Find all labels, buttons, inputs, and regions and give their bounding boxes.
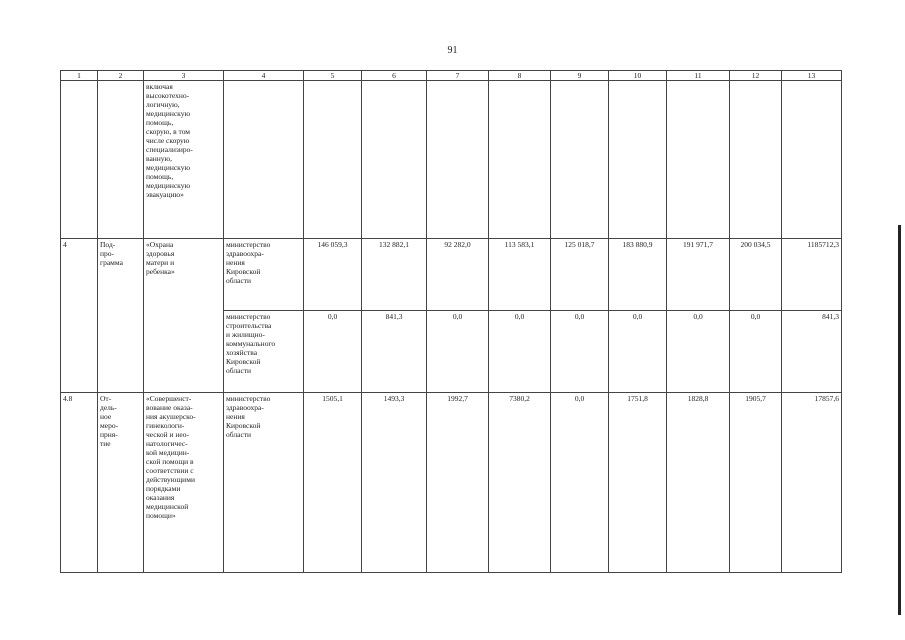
value-total-cell: 1185712,3 <box>782 239 842 311</box>
value-cell: 1828,8 <box>667 393 730 573</box>
executor-cell: министерство здравоохра- нения Кировской области <box>224 239 304 311</box>
table-cell <box>551 81 609 239</box>
value-cell: 0,0 <box>551 393 609 573</box>
value-cell: 1905,7 <box>730 393 782 573</box>
header-cell: 6 <box>362 71 427 81</box>
row-number-cell: 4 <box>61 239 98 393</box>
value-cell: 1751,8 <box>609 393 667 573</box>
value-cell: 146 059,3 <box>304 239 362 311</box>
header-cell: 12 <box>730 71 782 81</box>
executor-cell: министерство здравоохра- нения Кировской области <box>224 393 304 573</box>
value-cell: 113 583,1 <box>489 239 551 311</box>
value-cell: 183 880,9 <box>609 239 667 311</box>
value-cell: 125 018,7 <box>551 239 609 311</box>
value-cell: 0,0 <box>427 311 489 393</box>
header-cell: 9 <box>551 71 609 81</box>
table-cell <box>782 81 842 239</box>
value-cell: 92 282,0 <box>427 239 489 311</box>
header-cell: 10 <box>609 71 667 81</box>
header-cell: 7 <box>427 71 489 81</box>
row-number-cell: 4.8 <box>61 393 98 573</box>
header-cell: 3 <box>144 71 224 81</box>
row-type-cell: Под- про- грамма <box>98 239 144 393</box>
value-cell: 841,3 <box>362 311 427 393</box>
header-row <box>61 71 842 81</box>
value-total-cell: 17857,6 <box>782 393 842 573</box>
value-cell: 132 882,1 <box>362 239 427 311</box>
table-cell <box>98 81 144 239</box>
value-cell: 200 034,5 <box>730 239 782 311</box>
scan-edge-line <box>898 225 901 615</box>
value-total-cell: 841,3 <box>782 311 842 393</box>
table-cell <box>224 81 304 239</box>
row-title-cell: «Охрана здоровья матери и ребенка» <box>144 239 224 393</box>
value-cell: 0,0 <box>609 311 667 393</box>
header-cell: 1 <box>61 71 98 81</box>
value-cell: 0,0 <box>667 311 730 393</box>
page-number: 91 <box>447 45 458 56</box>
table-cell <box>667 81 730 239</box>
value-cell: 1505,1 <box>304 393 362 573</box>
table-cell <box>304 81 362 239</box>
header-cell: 4 <box>224 71 304 81</box>
header-cell: 11 <box>667 71 730 81</box>
value-cell: 0,0 <box>304 311 362 393</box>
table-cell <box>730 81 782 239</box>
event-row-4-8 <box>61 393 842 573</box>
value-cell: 1493,3 <box>362 393 427 573</box>
header-cell: 8 <box>489 71 551 81</box>
table-cell <box>489 81 551 239</box>
continuation-row <box>61 81 842 239</box>
row-type-cell: От- дель- ное меро- прня- тие <box>98 393 144 573</box>
executor-cell: министерство строительства и жилищно- коммунального хозяйства Кировской области <box>224 311 304 393</box>
table-cell <box>427 81 489 239</box>
value-cell: 191 971,7 <box>667 239 730 311</box>
value-cell: 0,0 <box>551 311 609 393</box>
header-cell: 2 <box>98 71 144 81</box>
value-cell: 0,0 <box>730 311 782 393</box>
subprogram-row-health <box>61 239 842 311</box>
table-cell <box>61 81 98 239</box>
row-title-cell: «Совершенст- вование оказа- ния акушерско- гинекологи- ческой и нео- натологичес- кой медицин- ской помощи в соответствии с действующими порядками оказания медицинской помощи» <box>144 393 224 573</box>
table-cell <box>362 81 427 239</box>
program-name-cell: включая высокотехно- логичную, медицинскую помощь, скорую, в том числе скорую специализиро- ванную, медицинскую помощь, медицинскую эвакуацию» <box>144 81 224 239</box>
table-cell <box>609 81 667 239</box>
value-cell: 7380,2 <box>489 393 551 573</box>
value-cell: 1992,7 <box>427 393 489 573</box>
budget-table <box>60 70 842 573</box>
value-cell: 0,0 <box>489 311 551 393</box>
header-cell: 13 <box>782 71 842 81</box>
header-cell: 5 <box>304 71 362 81</box>
